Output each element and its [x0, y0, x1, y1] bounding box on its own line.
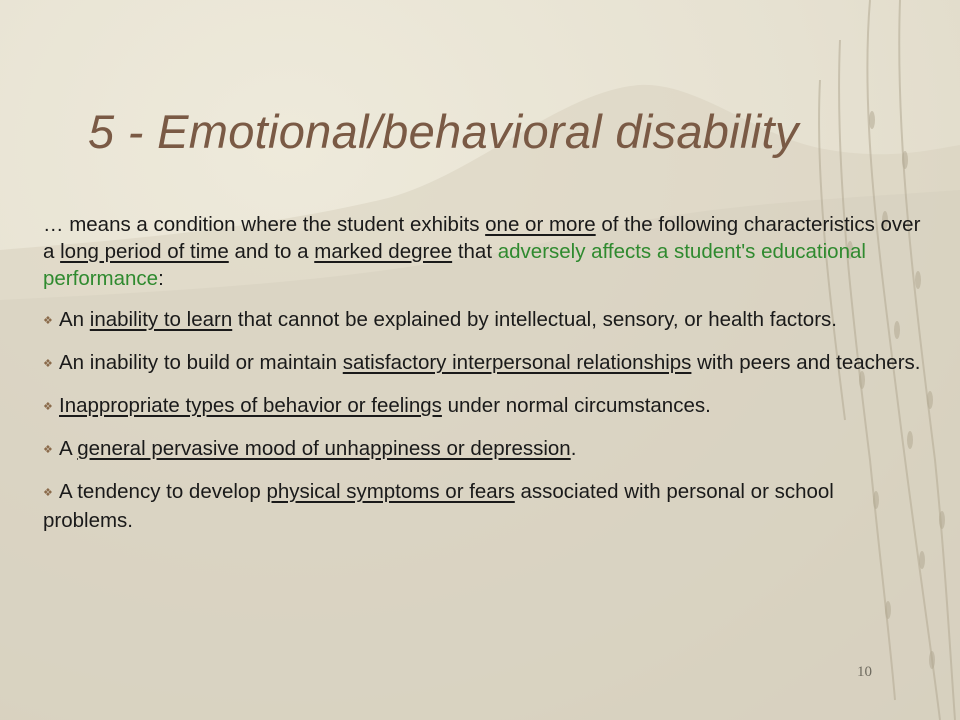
- list-item: [43, 478, 928, 534]
- definition-paragraph: [43, 211, 928, 292]
- characteristics-list: [43, 306, 928, 534]
- text-segment: that: [452, 240, 498, 263]
- text-segment: A tendency to develop: [59, 480, 267, 503]
- underlined-phrase: Inappropriate types of behavior or feelings: [59, 394, 442, 417]
- text-segment: and to a: [228, 240, 315, 263]
- text-segment: … means a condition where the student exhibits: [43, 213, 486, 236]
- underlined-phrase: marked degree: [314, 240, 453, 263]
- text-segment: An inability to build or maintain: [59, 351, 343, 374]
- slide-body: [43, 211, 928, 548]
- slide-title: 5 - Emotional/behavioral disability: [88, 105, 799, 158]
- underlined-phrase: inability to learn: [89, 308, 233, 331]
- diamond-bullet-icon: ❖: [43, 315, 53, 327]
- list-item: [43, 349, 928, 378]
- list-item: [43, 392, 928, 421]
- underlined-phrase: satisfactory interpersonal relationships: [342, 351, 692, 374]
- text-segment: of the following characteristics over a: [43, 213, 921, 263]
- underlined-phrase: general pervasive mood of unhappiness or depression: [77, 437, 571, 460]
- text-segment: An: [59, 308, 90, 331]
- text-segment: A: [59, 437, 78, 460]
- page-number: 10: [857, 664, 872, 680]
- text-segment: associated with personal or school problems.: [43, 480, 834, 532]
- text-segment: :: [158, 267, 164, 290]
- text-segment: under normal circumstances.: [441, 394, 711, 417]
- diamond-bullet-icon: ❖: [43, 401, 53, 413]
- diamond-bullet-icon: ❖: [43, 487, 53, 499]
- underlined-phrase: one or more: [485, 213, 596, 236]
- underlined-phrase: physical symptoms or fears: [266, 480, 515, 503]
- text-segment: with peers and teachers.: [691, 351, 921, 374]
- underlined-phrase: long period of time: [60, 240, 229, 263]
- diamond-bullet-icon: ❖: [43, 444, 53, 456]
- list-item: [43, 306, 928, 335]
- list-item: [43, 435, 928, 464]
- text-segment: .: [570, 437, 577, 460]
- diamond-bullet-icon: ❖: [43, 358, 53, 370]
- highlighted-phrase: adversely affects a student's educational performance: [43, 240, 866, 290]
- text-segment: that cannot be explained by intellectual, sensory, or health factors.: [232, 308, 837, 331]
